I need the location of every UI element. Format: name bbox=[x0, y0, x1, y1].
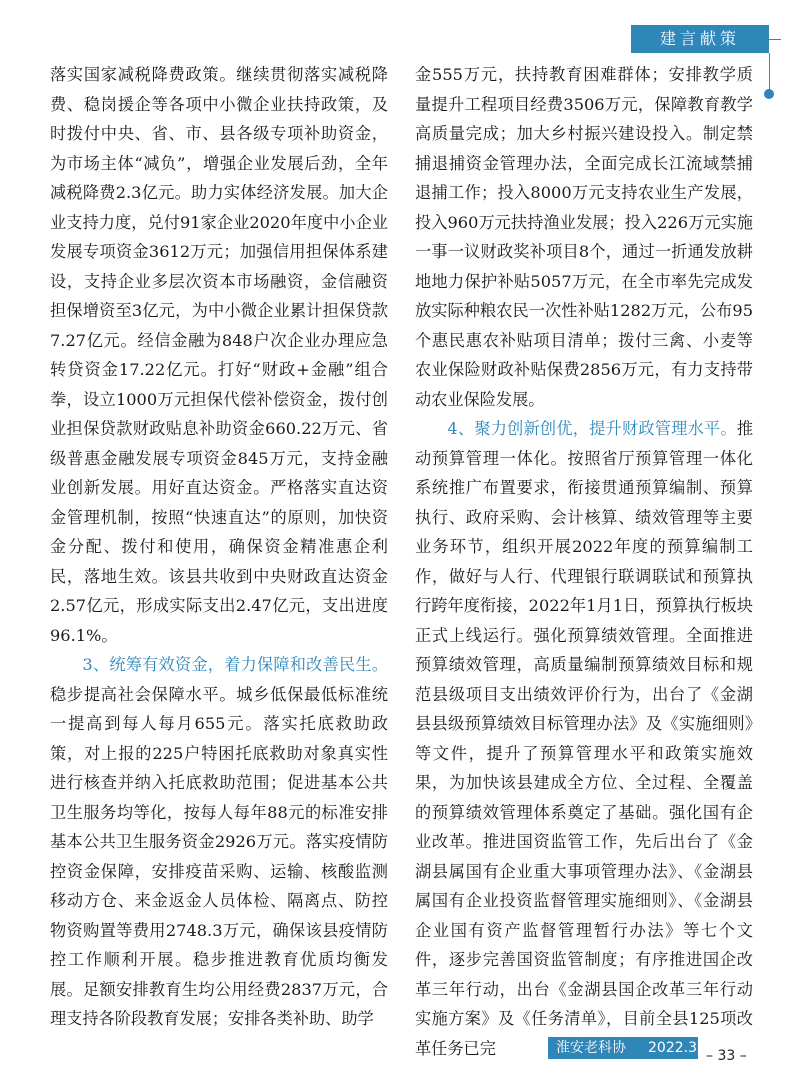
header-rule bbox=[769, 53, 770, 91]
left-column bbox=[50, 60, 388, 1034]
section-4-body: 推动预算管理一体化。按照省厅预算管理一体化系统推广布置要求，衔接贯通预算编制、预算执行、政府采购、会计核算、绩效管理等主要业务环节，组织开展2022年度的预算编制工作，做好与人行、代理银行联调联试和预算执行跨年度衔接，2022年1月1日，预算执行板块正式上线运行。强化预算绩效管理。全面推进预算绩效管理，高质量编制预算绩效目标和规范县级项目支出绩效评价行为，出台了《金湖县县级预算绩效目标管理办法》及《实施细则》等文件，提升了预算管理水平和政策实施效果，为加快该县建成全方位、全过程、全覆盖的预算绩效管理体系奠定了基础。强化国有企业改革。推进国资监管工作，先后出台了《金湖县属国有企业重大事项管理办法》、《金湖县属国有企业投资监督管理实施细则》、《金湖县企业国有资产监督管理暂行办法》等七个文件，逐步完善国资监管制度；有序推进国企改革三年行动，出台《金湖县国企改革三年行动实施方案》及《任务清单》，目前全县125项改革任务已完 bbox=[415, 419, 753, 1058]
footer-publication: 淮安老科协 bbox=[556, 1040, 626, 1056]
page-number: – 33 – bbox=[706, 1048, 747, 1064]
right-column bbox=[415, 60, 753, 1063]
section-label: 建言献策 bbox=[631, 25, 769, 53]
footer-issue: 2022.3 bbox=[648, 1040, 697, 1056]
header-rule-top bbox=[769, 39, 781, 40]
section-3-heading: 3、统筹有效资金，着力保障和改善民生。 bbox=[82, 655, 388, 674]
section-3-body: 稳步提高社会保障水平。城乡低保最低标准统一提高到每人每月655元。落实托底救助政策，对上报的225户特困托底救助对象真实性进行核查并纳入托底救助范围；促进基本公共卫生服务均等化，按每人每年88元的标准安排基本公共卫生服务资金2926万元。落实疫情防控资金保障，安排疫苗采购、运输、核酸监测移动方仓、来金返金人员体检、隔离点、防控物资购置等费用2748.3万元，确保该县疫情防控工作顺利开展。稳步推进教育优质均衡发展。足额安排教育生均公用经费2837万元，合理支持各阶段教育发展；安排各类补助、助学 bbox=[50, 684, 388, 1028]
section-4-paragraph bbox=[415, 414, 753, 1063]
header-dot bbox=[764, 89, 774, 99]
right-paragraph-1: 金555万元，扶持教育困难群体；安排教学质量提升工程项目经费3506万元，保障教育教学高质量完成；加大乡村振兴建设投入。制定禁捕退捕资金管理办法，全面完成长江流域禁捕退捕工作；投入8000万元支持农业生产发展，投入960万元扶持渔业发展；投入226万元实施一事一议财政奖补项目8个，通过一折通发放耕地地力保护补贴5057万元，在全市率先完成发放实际种粮农民一次性补贴1282万元，公布95个惠民惠农补贴项目清单；拨付三禽、小麦等农业保险财政补贴保费2856万元，有力支持带动农业保险发展。 bbox=[415, 65, 753, 409]
section-4-heading: 4、聚力创新创优，提升财政管理水平。 bbox=[447, 419, 737, 438]
section-3-paragraph bbox=[50, 650, 388, 1034]
left-paragraph-1: 落实国家减税降费政策。继续贯彻落实减税降费、稳岗援企等各项中小微企业扶持政策，及时拨付中央、省、市、县各级专项补助资金，为市场主体“减负”，增强企业发展后劲，全年减税降费2.3亿元。助力实体经济发展。加大企业支持力度，兑付91家企业2020年度中小企业发展专项资金3612万元；加强信用担保体系建设，支持企业多层次资本市场融资，金信融资担保增资至3亿元，为中小微企业累计担保贷款7.27亿元。经信金融为848户次企业办理应急转贷资金17.22亿元。打好“财政+金融”组合拳，设立1000万元担保代偿补偿资金，拨付创业担保贷款财政贴息补助资金660.22万元、省级普惠金融发展专项资金845万元，支持金融业创新发展。用好直达资金。严格落实直达资金管理机制，按照“快速直达”的原则，加快资金分配、拨付和使用，确保资金精准惠企利民，落地生效。该县共收到中央财政直达资金2.57亿元，形成实际支出2.47亿元，支出进度96.1%。 bbox=[50, 65, 388, 645]
